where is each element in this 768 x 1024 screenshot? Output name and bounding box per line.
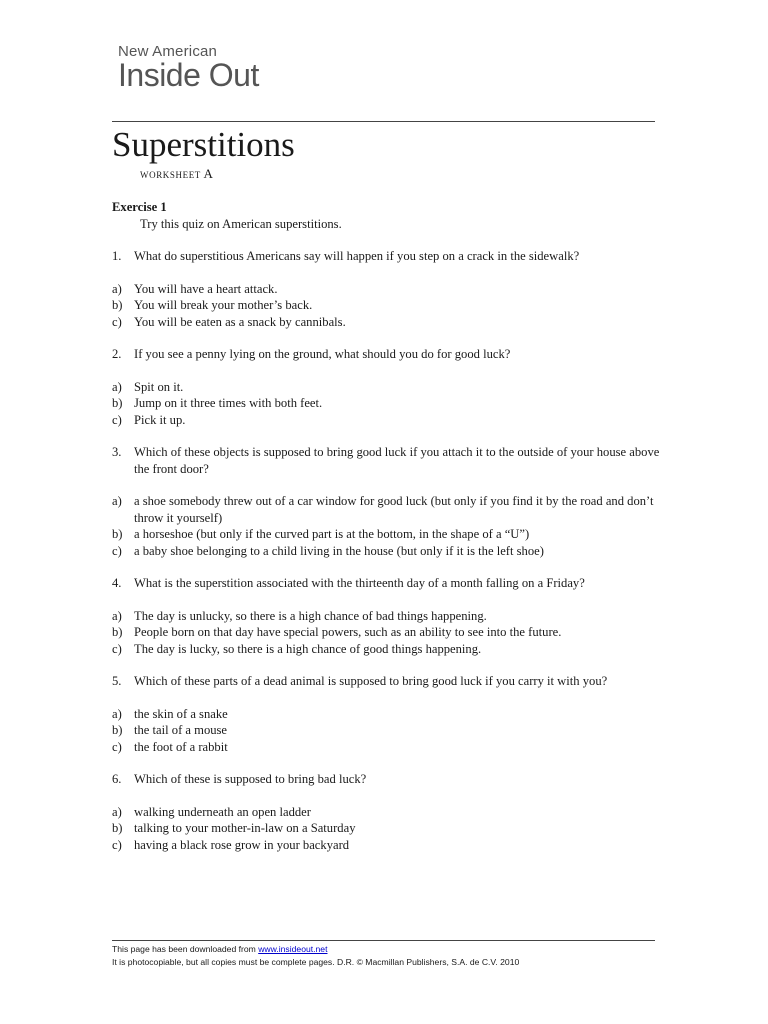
answer-option <box>112 804 672 821</box>
option-text: You will have a heart attack. <box>134 281 278 296</box>
question-3 <box>112 444 672 477</box>
publisher-logo <box>118 43 259 93</box>
option-text: Pick it up. <box>134 412 186 427</box>
answer-option <box>112 281 672 298</box>
question-2 <box>112 346 672 363</box>
question-number: 4. <box>112 576 122 590</box>
answer-option <box>112 820 672 837</box>
answer-option <box>112 706 672 723</box>
option-text: The day is unlucky, so there is a high chance of bad things happening. <box>134 608 487 623</box>
worksheet-content <box>112 199 672 869</box>
option-letter: b) <box>112 396 123 410</box>
option-letter: a) <box>112 608 122 623</box>
question-number: 6. <box>112 772 122 786</box>
answer-option <box>112 297 672 314</box>
answer-option <box>112 526 672 543</box>
option-letter: b) <box>112 625 123 639</box>
option-letter: c) <box>112 641 122 656</box>
option-text: People born on that day have special powers, such as an ability to see into the future. <box>134 625 562 639</box>
answer-option <box>112 739 672 756</box>
option-text: walking underneath an open ladder <box>134 804 311 819</box>
option-text: You will be eaten as a snack by cannibals. <box>134 314 346 329</box>
option-text: a horseshoe (but only if the curved part is at the bottom, in the shape of a “U”) <box>134 527 530 541</box>
option-text: the skin of a snake <box>134 706 228 721</box>
answer-option <box>112 641 672 658</box>
answer-option <box>112 493 672 526</box>
option-letter: a) <box>112 379 122 394</box>
footer-download-text: This page has been downloaded from <box>112 944 259 954</box>
option-letter: c) <box>112 739 122 754</box>
exercise-instruction: Try this quiz on American superstitions. <box>140 216 342 231</box>
quiz-questions <box>112 248 672 853</box>
question-number: 3. <box>112 445 122 459</box>
question-number: 2. <box>112 347 122 361</box>
question-1 <box>112 248 672 265</box>
option-letter: a) <box>112 494 122 508</box>
option-letter: a) <box>112 706 122 721</box>
answer-option <box>112 608 672 625</box>
exercise-heading: Exercise 1 <box>112 200 167 214</box>
option-letter: b) <box>112 821 123 835</box>
question-text: What do superstitious Americans say will happen if you step on a crack in the sidewalk? <box>134 249 580 263</box>
answer-option <box>112 543 672 560</box>
option-text: the tail of a mouse <box>134 723 228 737</box>
option-text: a baby shoe belonging to a child living in the house (but only if it is the left shoe) <box>134 543 544 558</box>
option-letter: b) <box>112 298 123 312</box>
question-4-options <box>112 608 672 658</box>
answer-option <box>112 314 672 331</box>
footer-copyright: It is photocopiable, but all copies must be complete pages. D.R. © Macmillan Publishers, S.A. de C.V. 2010 <box>112 957 520 967</box>
footer-line-1 <box>112 943 519 956</box>
question-2-options <box>112 379 672 429</box>
option-letter: b) <box>112 723 123 737</box>
option-letter: a) <box>112 804 122 819</box>
question-number: 5. <box>112 674 122 688</box>
option-text: The day is lucky, so there is a high chance of good things happening. <box>134 641 482 656</box>
footer <box>112 943 519 969</box>
question-6-options <box>112 804 672 854</box>
option-letter: a) <box>112 281 122 296</box>
footer-divider <box>112 940 655 941</box>
option-letter: c) <box>112 412 122 427</box>
option-letter: c) <box>112 543 122 558</box>
option-text: the foot of a rabbit <box>134 739 228 754</box>
question-text: If you see a penny lying on the ground, what should you do for good luck? <box>134 347 511 361</box>
answer-option <box>112 722 672 739</box>
option-letter: c) <box>112 314 122 329</box>
website-link[interactable]: www.insideout.net <box>258 944 328 954</box>
header-divider <box>112 121 655 122</box>
question-6 <box>112 771 672 788</box>
logo-line-2: Inside Out <box>118 57 259 93</box>
worksheet-letter: A <box>203 166 213 181</box>
worksheet-label <box>140 166 213 182</box>
option-text: having a black rose grow in your backyard <box>134 837 350 852</box>
question-number: 1. <box>112 249 122 263</box>
option-text: Spit on it. <box>134 379 184 394</box>
question-4 <box>112 575 672 592</box>
page-title: Superstitions <box>112 125 295 164</box>
answer-option <box>112 412 672 429</box>
answer-option <box>112 395 672 412</box>
option-letter: c) <box>112 837 122 852</box>
answer-option <box>112 379 672 396</box>
option-text: You will break your mother’s back. <box>134 298 313 312</box>
question-text: What is the superstition associated with the thirteenth day of a month falling on a Friday? <box>134 576 585 590</box>
question-1-options <box>112 281 672 331</box>
question-5-options <box>112 706 672 756</box>
logo-line-1: New American <box>118 43 218 60</box>
option-text: a shoe somebody threw out of a car window for good luck (but only if you find it by the road and don’t throw it yourself) <box>134 494 654 525</box>
question-text: Which of these is supposed to bring bad luck? <box>134 772 367 786</box>
option-text: talking to your mother-in-law on a Saturday <box>134 821 356 835</box>
question-5 <box>112 673 672 690</box>
question-text: Which of these objects is supposed to bring good luck if you attach it to the outside of your house above the front door? <box>134 445 660 476</box>
worksheet-word: WORKSHEET <box>140 170 201 180</box>
option-letter: b) <box>112 527 123 541</box>
question-text: Which of these parts of a dead animal is supposed to bring good luck if you carry it with you? <box>134 674 608 688</box>
option-text: Jump on it three times with both feet. <box>134 396 323 410</box>
answer-option <box>112 624 672 641</box>
question-3-options <box>112 493 672 559</box>
answer-option <box>112 837 672 854</box>
